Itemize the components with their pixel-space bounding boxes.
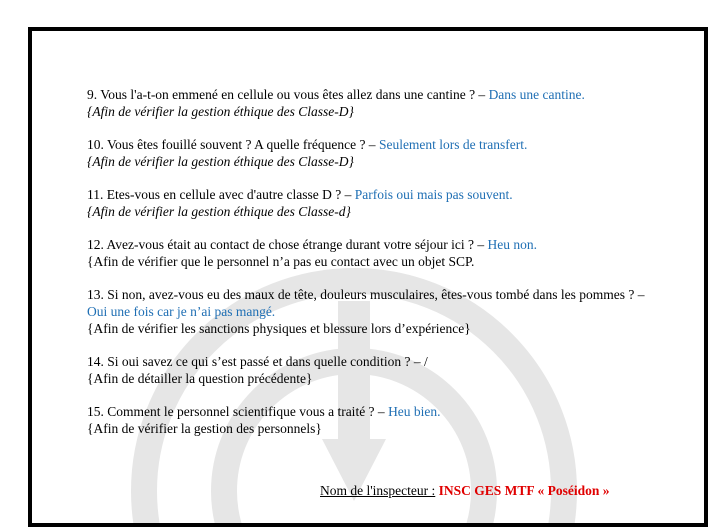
question-purpose-note: {Afin de vérifier la gestion éthique des Classe-d} — [87, 204, 351, 219]
inspector-signature-line — [320, 483, 610, 499]
question-purpose-note: {Afin de vérifier la gestion éthique des Classe-D} — [87, 154, 354, 169]
questionnaire — [87, 86, 647, 453]
question-line — [87, 136, 647, 153]
answer-text: Heu non. — [487, 237, 537, 252]
question-purpose-note: {Afin de vérifier la gestion éthique des Classe-D} — [87, 104, 354, 119]
answer-text: Dans une cantine. — [488, 87, 585, 102]
answer-text: Oui une fois car je n’ai pas mangé. — [87, 304, 276, 319]
question-purpose-note: {Afin de vérifier les sanctions physiques et blessure lors d’expérience} — [87, 321, 471, 336]
question-text: 14. Si oui savez ce qui s’est passé et dans quelle condition ? – / — [87, 354, 428, 369]
question-text: 10. Vous êtes fouillé souvent ? A quelle fréquence ? – — [87, 137, 379, 152]
question-line — [87, 403, 647, 420]
question-item — [87, 403, 647, 437]
answer-text: Heu bien. — [388, 404, 441, 419]
question-item — [87, 353, 647, 387]
question-item — [87, 86, 647, 120]
question-text: 11. Etes-vous en cellule avec d'autre classe D ? – — [87, 187, 355, 202]
document-page — [28, 27, 708, 527]
question-line — [87, 86, 647, 103]
answer-text: Seulement lors de transfert. — [378, 137, 528, 152]
question-item — [87, 286, 647, 337]
question-purpose-note: {Afin de vérifier la gestion des personnels} — [87, 421, 322, 436]
question-purpose-note: {Afin de détailler la question précédente} — [87, 371, 313, 386]
inspector-name: INSC GES MTF « Poséidon » — [438, 483, 610, 498]
answer-text: Parfois oui mais pas souvent. — [354, 187, 513, 202]
question-item — [87, 136, 647, 170]
question-line — [87, 286, 647, 320]
question-text: 12. Avez-vous était au contact de chose étrange durant votre séjour ici ? – — [87, 237, 488, 252]
question-item — [87, 236, 647, 270]
question-text: 9. Vous l'a-t-on emmené en cellule ou vous êtes allez dans une cantine ? – — [87, 87, 489, 102]
question-line — [87, 353, 647, 370]
question-line — [87, 236, 647, 253]
question-text: 13. Si non, avez-vous eu des maux de tête, douleurs musculaires, êtes-vous tombé dans les pommes ? – — [87, 287, 645, 302]
question-line — [87, 186, 647, 203]
question-text: 15. Comment le personnel scientifique vous a traité ? – — [87, 404, 389, 419]
question-item — [87, 186, 647, 220]
question-purpose-note: {Afin de vérifier que le personnel n’a pas eu contact avec un objet SCP. — [87, 254, 475, 269]
inspector-label: Nom de l'inspecteur : — [320, 483, 436, 498]
